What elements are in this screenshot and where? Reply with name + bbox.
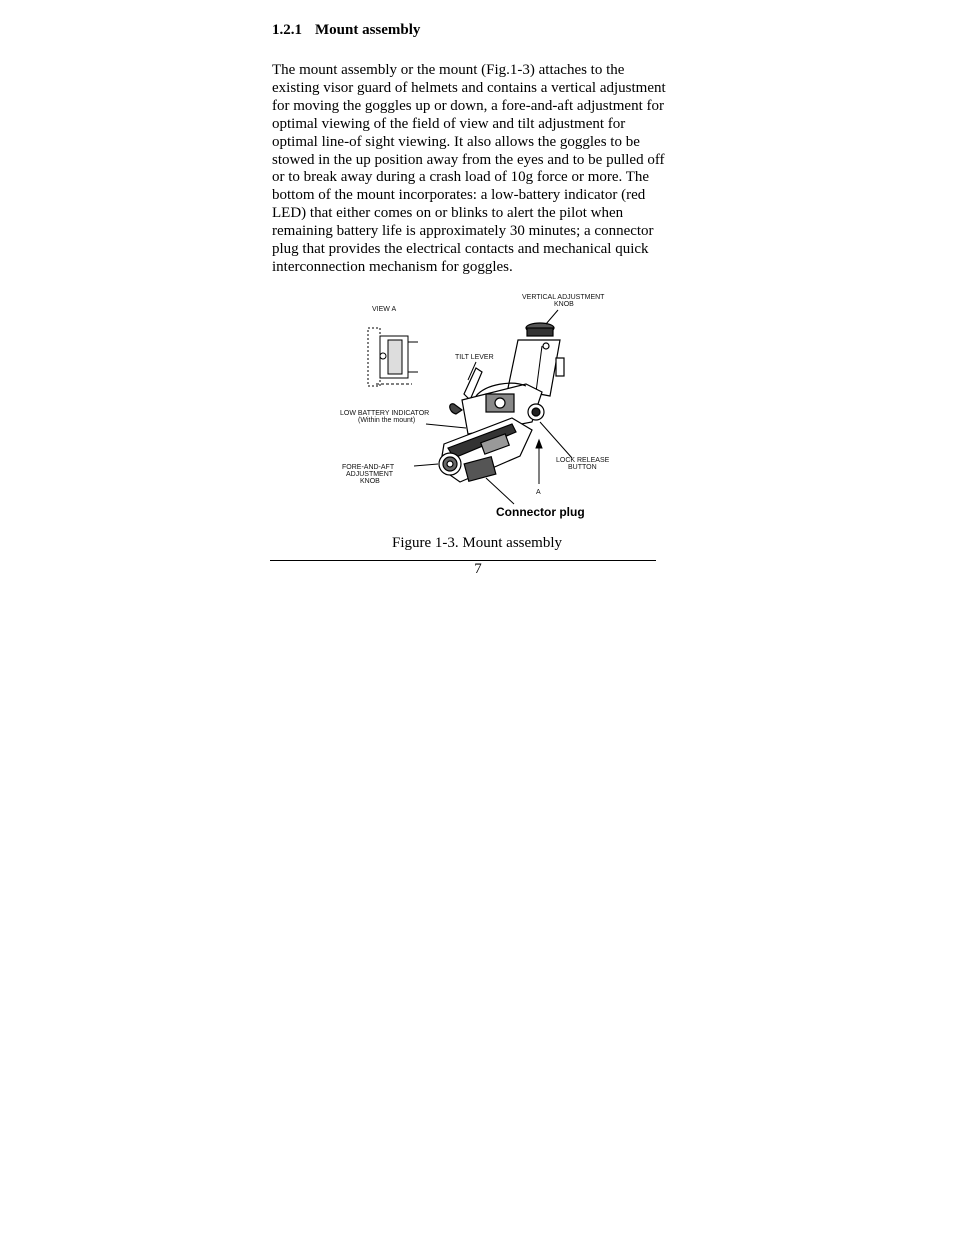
view-a-inset	[368, 328, 418, 386]
body-line: bottom of the mount incorporates: a low-battery indicator (red	[272, 187, 646, 204]
page-number: 7	[474, 561, 482, 577]
body-line: for moving the goggles up or down, a fore-and-aft adjustment for	[272, 97, 664, 114]
vertical-post	[508, 323, 564, 396]
body-line: optimal line-of sight viewing. It also allows the goggles to be	[272, 133, 640, 150]
body-paragraph	[272, 62, 692, 277]
mount-assembly-figure	[336, 288, 626, 522]
body-line: remaining battery life is approximately 30 minutes; a connector	[272, 223, 654, 240]
mount-assembly-drawing	[336, 288, 626, 522]
label-fore-and-aft-adjustment: ADJUSTMENT	[346, 471, 394, 478]
section-heading	[272, 22, 420, 39]
body-line: optimal viewing of the field of view and tilt adjustment for	[272, 115, 626, 132]
body-line: plug that provides the electrical contacts and mechanical quick	[272, 241, 649, 258]
label-lock-release: LOCK RELEASE	[556, 457, 610, 464]
figure-caption	[0, 535, 954, 552]
section-title: Mount assembly	[315, 22, 421, 38]
label-view-a: VIEW A	[372, 306, 397, 313]
label-low-battery-indicator: LOW BATTERY INDICATOR	[340, 410, 430, 417]
body-line: existing visor guard of helmets and contains a vertical adjustment	[272, 79, 666, 96]
body-line: LED) that either comes on or blinks to alert the pilot when	[272, 205, 624, 222]
body-line: interconnection mechanism for goggles.	[272, 258, 513, 275]
label-vertical-adjustment: VERTICAL ADJUSTMENT	[522, 294, 605, 301]
label-low-battery-location: (Within the mount)	[358, 417, 416, 424]
connector-plug-label: Connector plug	[496, 505, 585, 519]
label-vertical-adjustment-knob: KNOB	[554, 301, 574, 308]
body-line: or to break away during a crash load of 10g force or more. The	[272, 169, 650, 186]
label-fore-and-aft-knob: KNOB	[360, 478, 380, 485]
label-lock-release-button: BUTTON	[568, 464, 597, 471]
fore-aft-knob	[439, 453, 461, 475]
label-arrow-a: A	[536, 489, 541, 496]
section-number: 1.2.1	[272, 22, 302, 38]
label-fore-and-aft: FORE-AND-AFT	[342, 464, 395, 471]
label-tilt-lever: TILT LEVER	[455, 354, 494, 361]
body-line: stowed in the up position away from the eyes and to be pulled off	[272, 151, 665, 168]
figure-caption-text: Figure 1-3. Mount assembly	[392, 535, 562, 551]
body-line: The mount assembly or the mount (Fig.1-3) attaches to the	[272, 62, 625, 78]
